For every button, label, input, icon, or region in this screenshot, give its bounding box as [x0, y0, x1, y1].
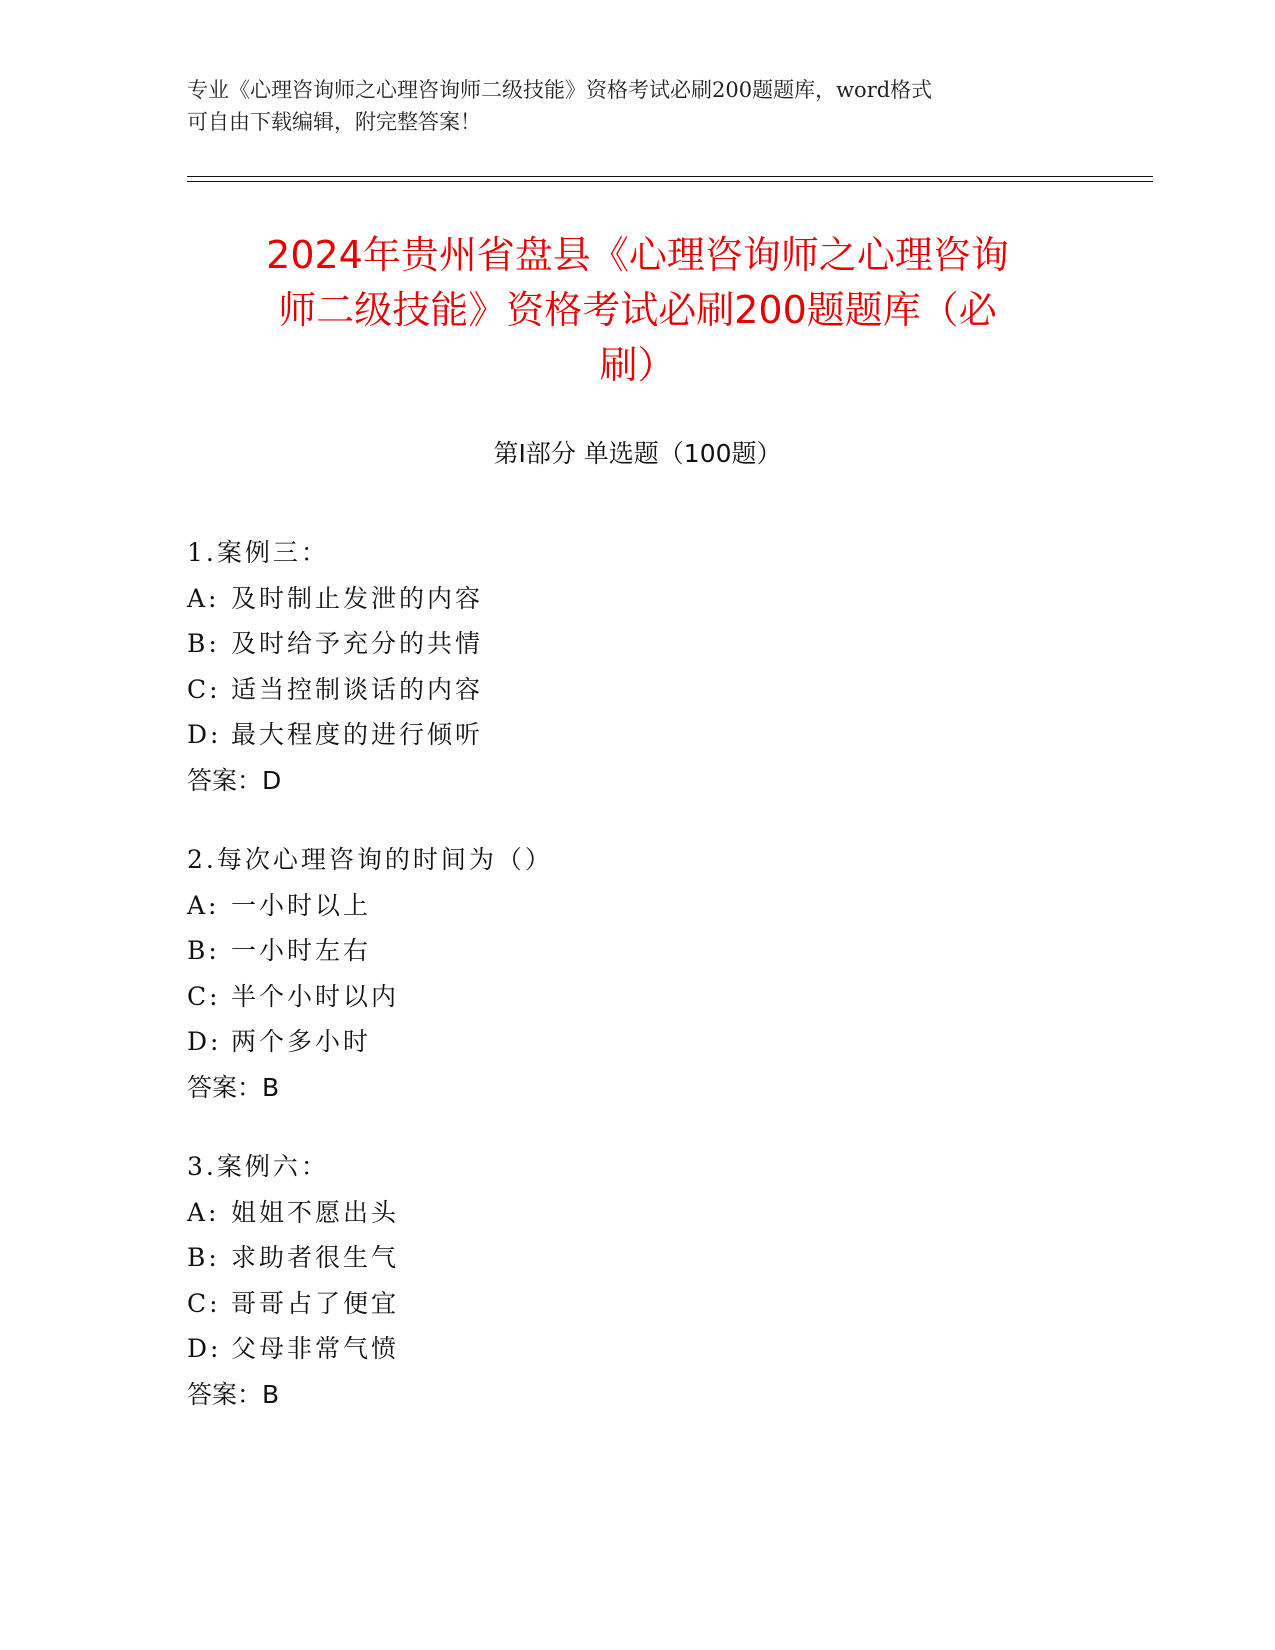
option-d	[187, 712, 1087, 758]
question-3	[187, 1144, 1087, 1417]
option-c	[187, 974, 1087, 1020]
option-c	[187, 1281, 1087, 1327]
option-text: 父母非常气愤	[231, 1334, 400, 1363]
option-letter: D:	[187, 1334, 222, 1363]
option-b	[187, 928, 1087, 974]
option-a	[187, 883, 1087, 929]
section-heading: 第I部分 单选题（100题）	[493, 439, 782, 468]
answer-line: 答案：B	[187, 1379, 280, 1409]
header-divider-top	[187, 176, 1153, 177]
question-list	[187, 530, 1087, 1451]
option-text: 姐姐不愿出头	[231, 1197, 400, 1227]
option-letter: A:	[187, 583, 220, 613]
option-letter: D:	[187, 720, 222, 749]
option-letter: D:	[187, 1027, 222, 1056]
option-d	[187, 1326, 1087, 1372]
option-b	[187, 621, 1087, 667]
option-letter: A:	[187, 890, 220, 920]
question-stem: 3.案例六：	[187, 1152, 329, 1181]
option-b	[187, 1235, 1087, 1281]
document-title-line-3: 刷）	[599, 343, 676, 387]
option-letter: C:	[187, 674, 221, 704]
option-text: 一小时左右	[231, 936, 372, 965]
answer-line: 答案：D	[187, 765, 282, 795]
option-text: 及时给予充分的共情	[231, 629, 484, 658]
option-d	[187, 1019, 1087, 1065]
option-letter: B:	[187, 936, 220, 965]
option-letter: C:	[187, 1288, 221, 1318]
question-2	[187, 837, 1087, 1110]
option-text: 适当控制谈话的内容	[231, 674, 484, 704]
option-a	[187, 1190, 1087, 1236]
document-title-line-2: 师二级技能》资格考试必刷200题题库（必	[278, 288, 997, 332]
option-text: 两个多小时	[231, 1027, 372, 1056]
header-divider-bottom	[187, 181, 1153, 182]
option-a	[187, 576, 1087, 622]
header-note-line-2: 可自由下载编辑，附完整答案！	[187, 110, 481, 134]
option-text: 及时制止发泄的内容	[231, 583, 484, 613]
header-note-line-1: 专业《心理咨询师之心理咨询师二级技能》资格考试必刷200题题库，word格式	[187, 78, 933, 102]
question-stem: 2.每次心理咨询的时间为（）	[187, 845, 553, 874]
option-text: 半个小时以内	[231, 981, 400, 1011]
option-text: 最大程度的进行倾听	[231, 720, 484, 749]
option-text: 求助者很生气	[231, 1243, 400, 1272]
option-letter: B:	[187, 1243, 220, 1272]
option-text: 哥哥占了便宜	[231, 1288, 400, 1318]
question-stem: 1.案例三：	[187, 538, 329, 567]
question-1	[187, 530, 1087, 803]
option-text: 一小时以上	[231, 890, 372, 920]
document-title-line-1: 2024年贵州省盘县《心理咨询师之心理咨询	[266, 233, 1009, 277]
option-letter: B:	[187, 629, 220, 658]
document-title	[180, 228, 1095, 393]
answer-line: 答案：B	[187, 1072, 280, 1102]
option-letter: C:	[187, 981, 221, 1011]
option-c	[187, 667, 1087, 713]
option-letter: A:	[187, 1197, 220, 1227]
header-note	[187, 74, 1087, 138]
